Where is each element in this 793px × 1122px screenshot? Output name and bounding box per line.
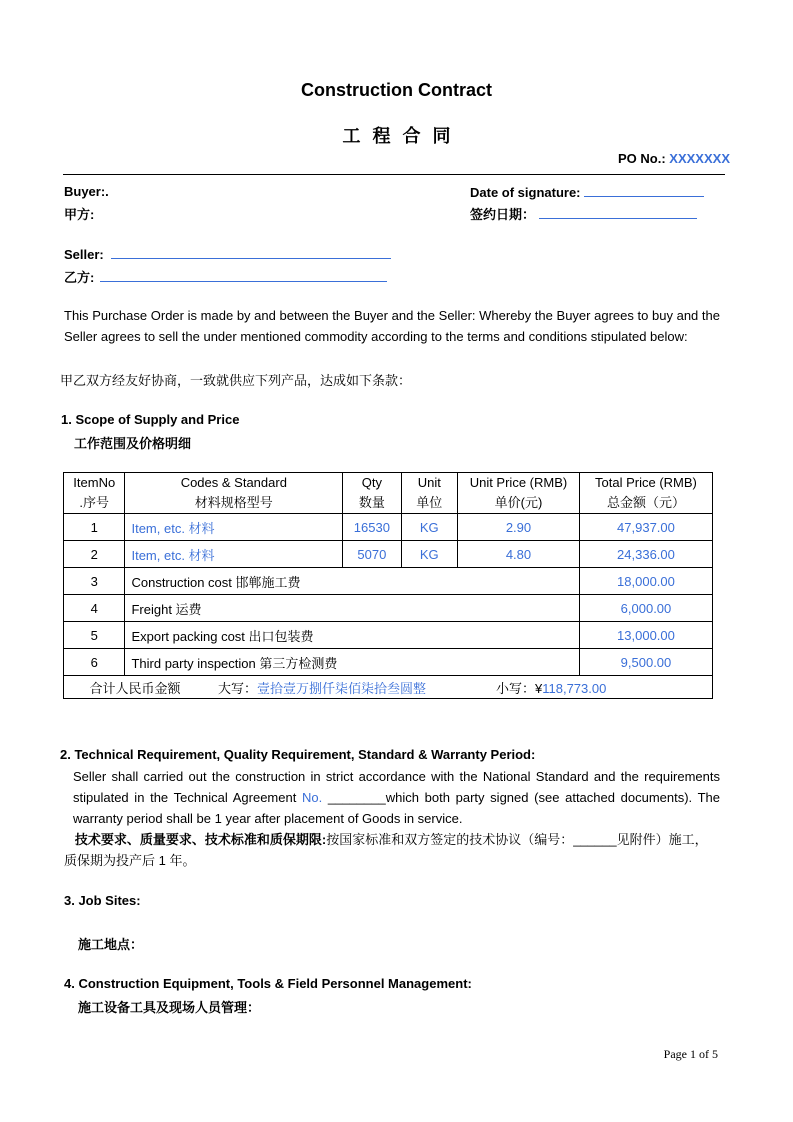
th-total-price: Total Price (RMB) 总金额（元） [579, 473, 712, 514]
table-row [64, 541, 713, 568]
date-label: Date of signature: [470, 185, 581, 200]
th-item-no: ItemNo .序号 [64, 473, 125, 514]
table-row [64, 514, 713, 541]
cell-unit-price: 2.90 [458, 514, 580, 541]
seller-row-cn [64, 267, 387, 286]
cell-desc: Export packing cost 出口包装费 [125, 622, 579, 649]
buyer-label-cn: 甲方: [64, 207, 95, 222]
cell-qty: 16530 [343, 514, 401, 541]
table-summary-row [64, 676, 713, 699]
cell-desc: Freight 运费 [125, 595, 579, 622]
document-subtitle-cn: 工程合同 [342, 126, 463, 146]
summary-words-value: 壹拾壹万捌仟柒佰柒拾叁圆整 [257, 680, 427, 696]
cell-total: 24,336.00 [579, 541, 712, 568]
th-codes: Codes & Standard 材料规格型号 [125, 473, 343, 514]
date-of-signature [470, 184, 704, 200]
cell-unit: KG [401, 514, 457, 541]
cell-no: 4 [64, 595, 125, 622]
intro-paragraph: This Purchase Order is made by and between the Buyer and the Seller: Whereby the Buyer agrees to buy and the Seller agrees to sell the under mentioned commodity according to the terms and conditions stipulated below: [64, 308, 720, 344]
header-divider [63, 174, 725, 175]
table-row [64, 622, 713, 649]
date-blank-line[interactable] [584, 184, 704, 197]
po-label: PO No.: [618, 151, 666, 166]
po-value: XXXXXXX [669, 151, 730, 166]
section2-paragraph: Seller shall carried out the construction in strict accordance with the National Standard and the requirements stipulated in the Technical Agreement No. ________which both party signed (see attached documents). The warranty period shall be 1 year after placement of Goods in service. [73, 769, 720, 826]
seller-label-cn: 乙方: [64, 270, 95, 285]
th-unit: Unit 单位 [401, 473, 457, 514]
summary-figure-value: 118,773.00 [542, 680, 607, 696]
date-label-cn: 签约日期： [470, 207, 536, 222]
seller-label: Seller: [64, 247, 104, 262]
seller-blank-line[interactable] [111, 246, 391, 259]
cell-no: 6 [64, 649, 125, 676]
cell-desc: Construction cost 邯郸施工费 [125, 568, 579, 595]
summary-label: 合计人民币金额 [89, 680, 181, 696]
page-number: Page 1 of 5 [663, 1047, 718, 1061]
price-table [63, 472, 713, 699]
summary-cell [64, 676, 713, 699]
section2-heading: 2. Technical Requirement, Quality Requirement, Standard & Warranty Period: [60, 747, 536, 762]
cell-total: 6,000.00 [579, 595, 712, 622]
table-row [64, 649, 713, 676]
cell-total: 47,937.00 [579, 514, 712, 541]
cell-unit-price: 4.80 [458, 541, 580, 568]
section2-paragraph-cn: 技术要求、质量要求、技术标准和质保期限:按国家标准和双方签定的技术协议（编号：______见附件）施工，质保期为投产后 1 年。 [64, 832, 708, 868]
table-header-row [64, 473, 713, 514]
cell-desc: Third party inspection 第三方检测费 [125, 649, 579, 676]
cell-total: 9,500.00 [579, 649, 712, 676]
document-title: Construction Contract [301, 80, 492, 100]
intro-paragraph-cn: 甲乙双方经友好协商，一致就供应下列产品，达成如下条款： [60, 373, 412, 388]
cell-no: 3 [64, 568, 125, 595]
buyer-label: Buyer:. [64, 184, 109, 199]
agreement-no-blank[interactable]: ________ [327, 790, 386, 805]
summary-figure: 小写：¥118,773.00 [496, 680, 607, 696]
section4-heading: 4. Construction Equipment, Tools & Field Personnel Management: [64, 976, 472, 991]
cell-unit: KG [401, 541, 457, 568]
th-qty: Qty 数量 [343, 473, 401, 514]
th-unit-price: Unit Price (RMB) 单价(元) [458, 473, 580, 514]
cell-desc: Item, etc. 材料 [125, 514, 343, 541]
cell-total: 13,000.00 [579, 622, 712, 649]
po-number [618, 151, 730, 166]
section4-heading-cn: 施工设备工具及现场人员管理： [78, 1000, 261, 1015]
cell-qty: 5070 [343, 541, 401, 568]
section1-heading: 1. Scope of Supply and Price [61, 412, 240, 427]
cell-no: 2 [64, 541, 125, 568]
summary-words: 大写：壹拾壹万捌仟柒佰柒拾叁圆整 [218, 680, 427, 696]
section3-heading: 3. Job Sites: [64, 893, 141, 908]
date-of-signature-cn [470, 204, 697, 223]
seller-row [64, 246, 391, 262]
table-row [64, 568, 713, 595]
cell-desc: Item, etc. 材料 [125, 541, 343, 568]
date-cn-blank-line[interactable] [539, 206, 697, 219]
table-row [64, 595, 713, 622]
section1-heading-cn: 工作范围及价格明细 [74, 436, 192, 451]
cell-total: 18,000.00 [579, 568, 712, 595]
section3-heading-cn: 施工地点： [78, 937, 144, 952]
section2-heading-cn: 技术要求、质量要求、技术标准和质保期限: [74, 832, 327, 847]
seller-cn-blank-line[interactable] [100, 269, 387, 282]
cell-no: 1 [64, 514, 125, 541]
agreement-no-label: No. [302, 790, 323, 805]
cell-no: 5 [64, 622, 125, 649]
